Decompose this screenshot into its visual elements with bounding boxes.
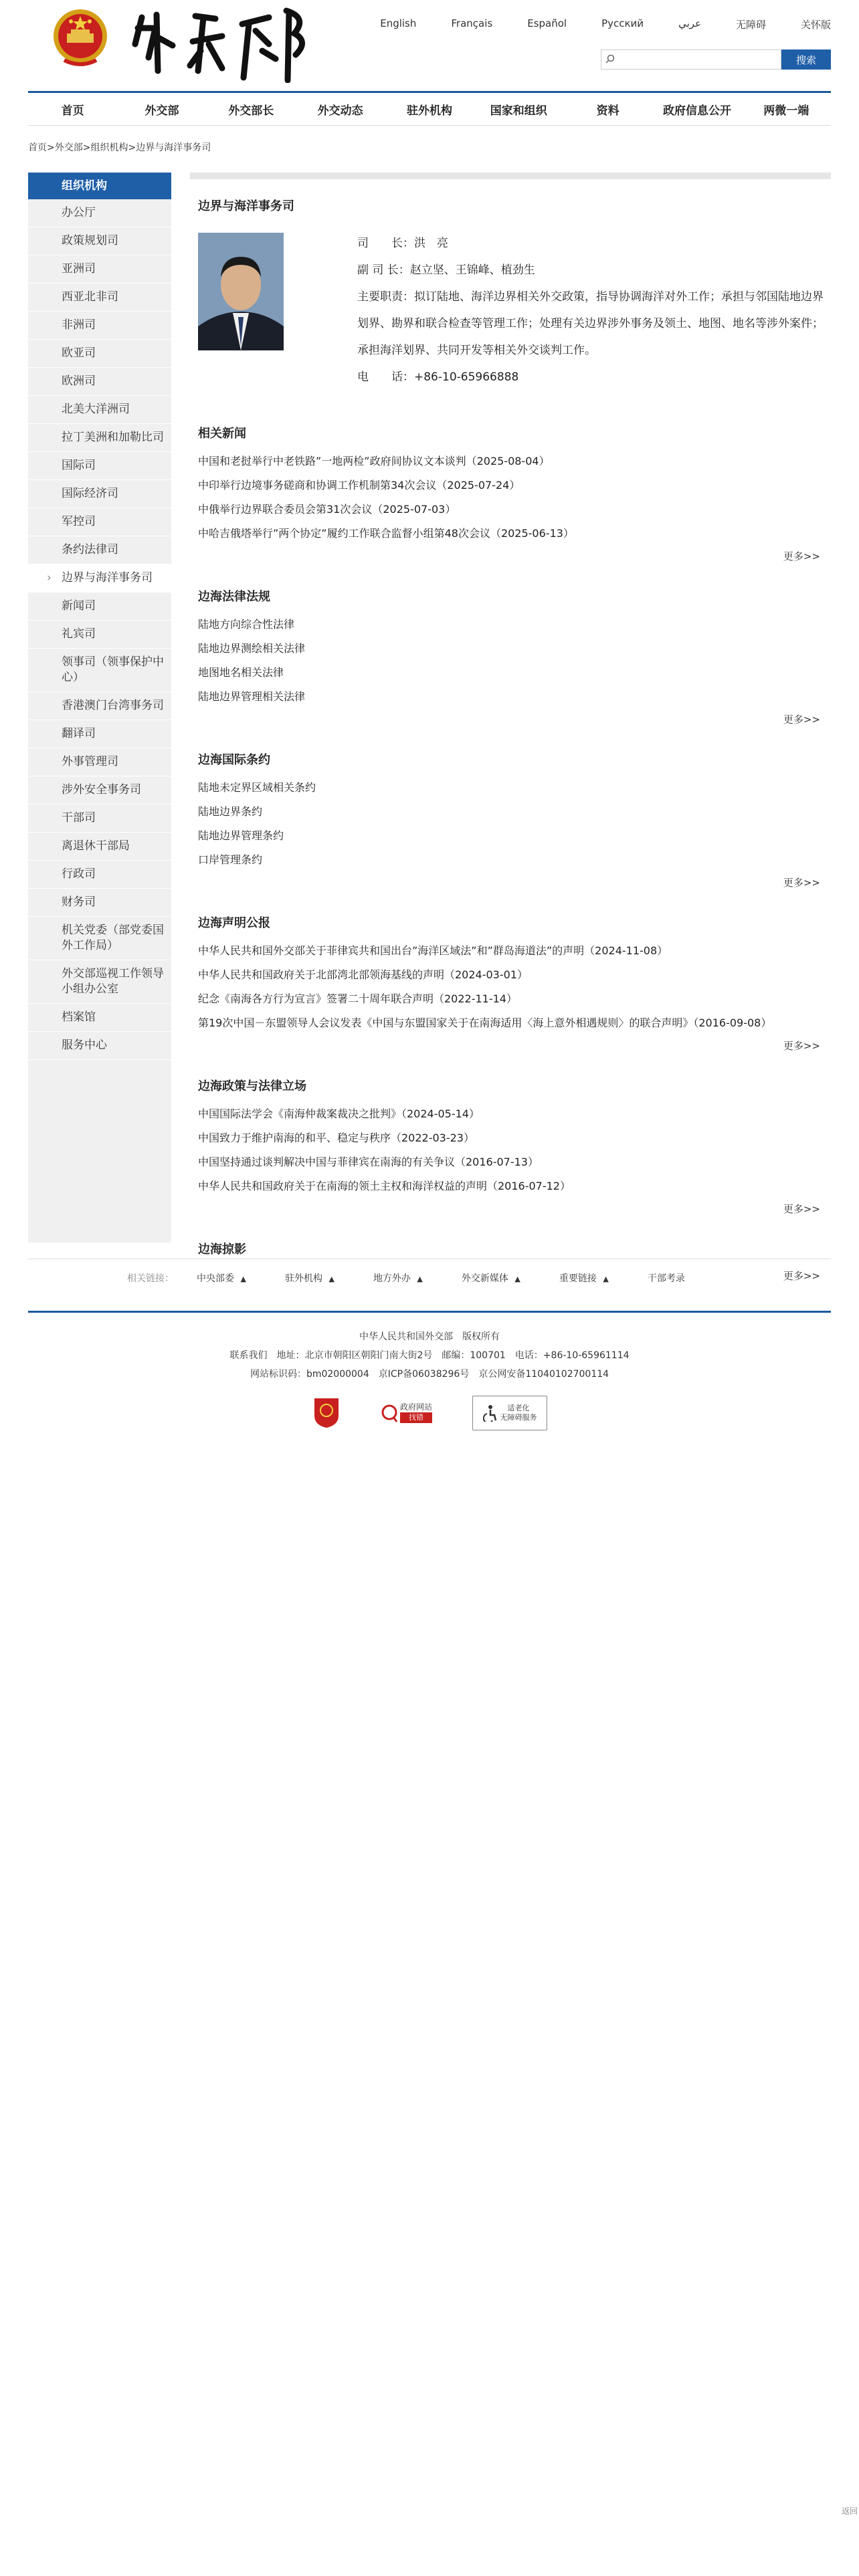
sidebar-item[interactable]: 财务司 (28, 889, 171, 917)
section-title: 边海政策与法律立场 (198, 1079, 306, 1093)
section-title: 相关新闻 (198, 427, 246, 441)
list-item[interactable]: 第19次中国－东盟领导人会议发表《中国与东盟国家关于在南海适用〈海上意外相遇规则〉的联合声明》（2016-09-08） (198, 1016, 772, 1029)
list-item[interactable]: 中俄举行边界联合委员会第31次会议（2025-07-03） (198, 503, 456, 516)
sidebar-item[interactable]: 西亚北非司 (28, 284, 171, 312)
gov-site-sublabel: 找错 (400, 1412, 432, 1423)
link-missions-abroad[interactable]: 驻外机构 ▲ (285, 1271, 335, 1285)
related-links-bar (28, 1259, 831, 1297)
header (28, 0, 831, 92)
sidebar-item[interactable]: 政策规划司 (28, 227, 171, 255)
search-icon (605, 54, 615, 64)
nav-home[interactable]: 首页 (61, 104, 84, 118)
copyright: 中华人民共和国外交部 版权所有 (359, 1331, 500, 1342)
list-item[interactable]: 陆地边界条约 (198, 805, 263, 818)
list-item[interactable]: 中国和老挝举行中老铁路”一地两检”政府间协议文本谈判（2025-08-04） (198, 455, 550, 467)
sidebar-list (28, 199, 171, 1060)
list-item[interactable]: 陆地未定界区域相关条约 (198, 781, 316, 794)
nav-ministry[interactable]: 外交部 (145, 104, 179, 118)
content-sections (190, 424, 831, 1287)
nav-minister[interactable]: 外交部长 (228, 104, 274, 118)
accessibility-badge[interactable] (472, 1396, 547, 1430)
gov-site-error-badge[interactable] (373, 1396, 440, 1429)
list-item[interactable]: 地图地名相关法律 (198, 666, 284, 679)
content-section (190, 424, 831, 567)
list-item[interactable]: 中国坚持通过谈判解决中国与菲律宾在南海的有关争议（2016-07-13） (198, 1156, 539, 1168)
list-item[interactable]: 中华人民共和国外交部关于菲律宾共和国出台”海洋区域法”和”群岛海道法”的声明（2024-11-08） (198, 944, 668, 957)
sidebar-item[interactable]: 离退休干部局 (28, 833, 171, 861)
list-item[interactable]: 口岸管理条约 (198, 853, 263, 866)
list-item[interactable]: 中国致力于维护南海的和平、稳定与秩序（2022-03-23） (198, 1132, 474, 1144)
nav-resources[interactable]: 资料 (596, 104, 619, 118)
link-new-media[interactable]: 外交新媒体 ▲ (462, 1271, 520, 1285)
link-central-ministries[interactable]: 中央部委 ▲ (197, 1271, 246, 1285)
content-section (190, 914, 831, 1057)
search-bar (601, 49, 831, 70)
list-item[interactable]: 中华人民共和国政府关于北部湾北部领海基线的声明（2024-03-01） (198, 968, 528, 981)
accessibility-label: 适老化 (507, 1404, 530, 1412)
footer-badges (28, 1396, 831, 1430)
accessibility-sublabel: 无障碍服务 (500, 1413, 537, 1422)
list-item[interactable]: 陆地边界测绘相关法律 (198, 642, 306, 655)
sidebar-item[interactable]: 服务中心 (28, 1032, 171, 1060)
more-link[interactable]: 更多>> (783, 550, 820, 562)
list-item[interactable]: 陆地方向综合性法律 (198, 618, 295, 631)
list-item[interactable]: 纪念《南海各方行为宣言》签署二十周年联合声明（2022-11-14） (198, 992, 517, 1005)
director-info (357, 230, 826, 391)
sidebar-item[interactable]: 军控司 (28, 508, 171, 536)
elderly-care-link[interactable]: 关怀版 (800, 19, 831, 31)
contact-info[interactable]: 联系我们 地址：北京市朝阳区朝阳门南大街2号 邮编：100701 电话：+86-10-65961114 (229, 1350, 630, 1361)
breadcrumb[interactable]: 首页>外交部>组织机构>边界与海洋事务司 (28, 142, 211, 153)
main-nav (28, 91, 831, 126)
lang-french[interactable]: Français (451, 17, 493, 29)
more-link[interactable]: 更多>> (783, 877, 820, 889)
deputy-directors: 副 司 长：赵立坚、王锦峰、植劲生 (357, 263, 535, 277)
sidebar-item[interactable]: 干部司 (28, 804, 171, 833)
sidebar-item[interactable]: 北美大洋洲司 (28, 396, 171, 424)
list-item[interactable]: 中哈吉俄塔举行”两个协定”履约工作联合监督小组第48次会议（2025-06-13） (198, 527, 574, 540)
sidebar-item[interactable]: 行政司 (28, 861, 171, 889)
content-section (190, 587, 831, 730)
sidebar-item[interactable]: 国际经济司 (28, 480, 171, 508)
more-link[interactable]: 更多>> (783, 1203, 820, 1215)
lang-arabic[interactable]: عربي (678, 17, 701, 29)
sidebar-item[interactable]: 国际司 (28, 452, 171, 480)
gov-site-icon (381, 1399, 397, 1426)
more-link[interactable]: 更多>> (783, 1040, 820, 1052)
sidebar-title: 组织机构 (28, 173, 171, 199)
phone-number: 电 话：+86-10-65966888 (357, 370, 519, 384)
sidebar-item[interactable]: 亚洲司 (28, 255, 171, 284)
footer (28, 1311, 831, 1430)
nav-gov-info[interactable]: 政府信息公开 (662, 104, 731, 118)
list-item[interactable]: 中印举行边境事务磋商和协调工作机制第34次会议（2025-07-24） (198, 479, 520, 492)
sidebar-item[interactable]: 欧洲司 (28, 368, 171, 396)
back-to-top-button[interactable]: 返回 (841, 2506, 858, 2516)
sidebar-item[interactable]: 非洲司 (28, 312, 171, 340)
section-title: 边海声明公报 (198, 916, 270, 930)
accessibility-link[interactable]: 无障碍 (735, 19, 766, 31)
party-badge-icon[interactable] (312, 1396, 341, 1429)
content-section (190, 1077, 831, 1220)
search-box (601, 49, 781, 70)
link-important[interactable]: 重要链接 ▲ (559, 1271, 609, 1285)
sidebar-item[interactable]: 涉外安全事务司 (28, 776, 171, 804)
sidebar-item[interactable]: 欧亚司 (28, 340, 171, 368)
list-item[interactable]: 陆地边界管理相关法律 (198, 690, 306, 703)
sidebar-item[interactable]: 领事司（领事保护中心） (28, 649, 171, 692)
director-profile (190, 230, 831, 404)
sidebar-item[interactable]: 礼宾司 (28, 621, 171, 649)
search-input[interactable] (619, 50, 782, 69)
list-item[interactable]: 中国国际法学会《南海仲裁案裁决之批判》（2024-05-14） (198, 1107, 480, 1120)
sidebar-item[interactable]: 拉丁美洲和加勒比司 (28, 424, 171, 452)
sidebar-item[interactable]: 条约法律司 (28, 536, 171, 564)
sidebar (28, 173, 171, 1243)
sidebar-item[interactable]: 办公厅 (28, 199, 171, 227)
link-local-foreign-affairs[interactable]: 地方外办 ▲ (373, 1271, 423, 1285)
national-emblem-logo[interactable] (51, 7, 110, 68)
sidebar-item[interactable]: 档案馆 (28, 1004, 171, 1032)
sidebar-item[interactable]: 翻译司 (28, 720, 171, 748)
sidebar-item[interactable]: 外交部巡视工作领导小组办公室 (28, 960, 171, 1004)
gov-site-label: 政府网站 (399, 1402, 432, 1412)
list-item[interactable]: 陆地边界管理条约 (198, 829, 284, 842)
nav-diplomatic-news[interactable]: 外交动态 (317, 104, 363, 118)
related-links-label: 相关链接： (127, 1273, 174, 1284)
sidebar-item[interactable]: 新闻司 (28, 593, 171, 621)
language-switcher (345, 17, 831, 31)
section-title: 边海法律法规 (198, 590, 270, 604)
more-link[interactable]: 更多>> (783, 714, 820, 726)
lang-spanish[interactable]: Español (527, 17, 567, 29)
nav-countries[interactable]: 国家和组织 (490, 104, 547, 118)
lang-russian[interactable]: Русский (601, 17, 644, 29)
list-item[interactable]: 中华人民共和国政府关于在南海的领土主权和海洋权益的声明（2016-07-12） (198, 1180, 571, 1192)
sidebar-item[interactable]: › 边界与海洋事务司 (28, 564, 171, 593)
sidebar-item[interactable]: 机关党委（部党委国外工作局） (28, 917, 171, 960)
main-content (190, 173, 831, 1287)
sidebar-item[interactable]: 外事管理司 (28, 748, 171, 776)
page-title: 边界与海洋事务司 (198, 199, 294, 213)
accessibility-icon (483, 1404, 498, 1422)
director-name: 司 长：洪 亮 (357, 237, 448, 250)
site-ids[interactable]: 网站标识码：bm02000004 京ICP备06038296号 京公网安备11040102700114 (250, 1369, 609, 1380)
nav-social[interactable]: 两微一端 (763, 104, 809, 118)
nav-missions[interactable]: 驻外机构 (406, 104, 452, 118)
sidebar-item[interactable]: 香港澳门台湾事务司 (28, 692, 171, 720)
search-button[interactable]: 搜索 (781, 49, 831, 70)
content-top-bar (190, 173, 831, 179)
content-section (190, 750, 831, 893)
section-title: 边海国际条约 (198, 753, 270, 767)
more-link[interactable]: 更多>> (783, 1270, 820, 1282)
lang-english[interactable]: English (380, 17, 417, 29)
link-recruitment[interactable]: 干部考录 (647, 1273, 685, 1284)
ministry-calligraphy-logo[interactable] (128, 4, 316, 83)
section-title: 边海掠影 (198, 1243, 246, 1257)
director-photo (198, 233, 284, 350)
main-duties: 主要职责：拟订陆地、海洋边界相关外交政策，指导协调海洋对外工作；承担与邻国陆地边界划界、勘界和联合检查等管理工作；处理有关边界涉外事务及领土、地图、地名等涉外案件；承担海洋划界、共同开发等相关外交谈判工作。 (357, 290, 824, 357)
